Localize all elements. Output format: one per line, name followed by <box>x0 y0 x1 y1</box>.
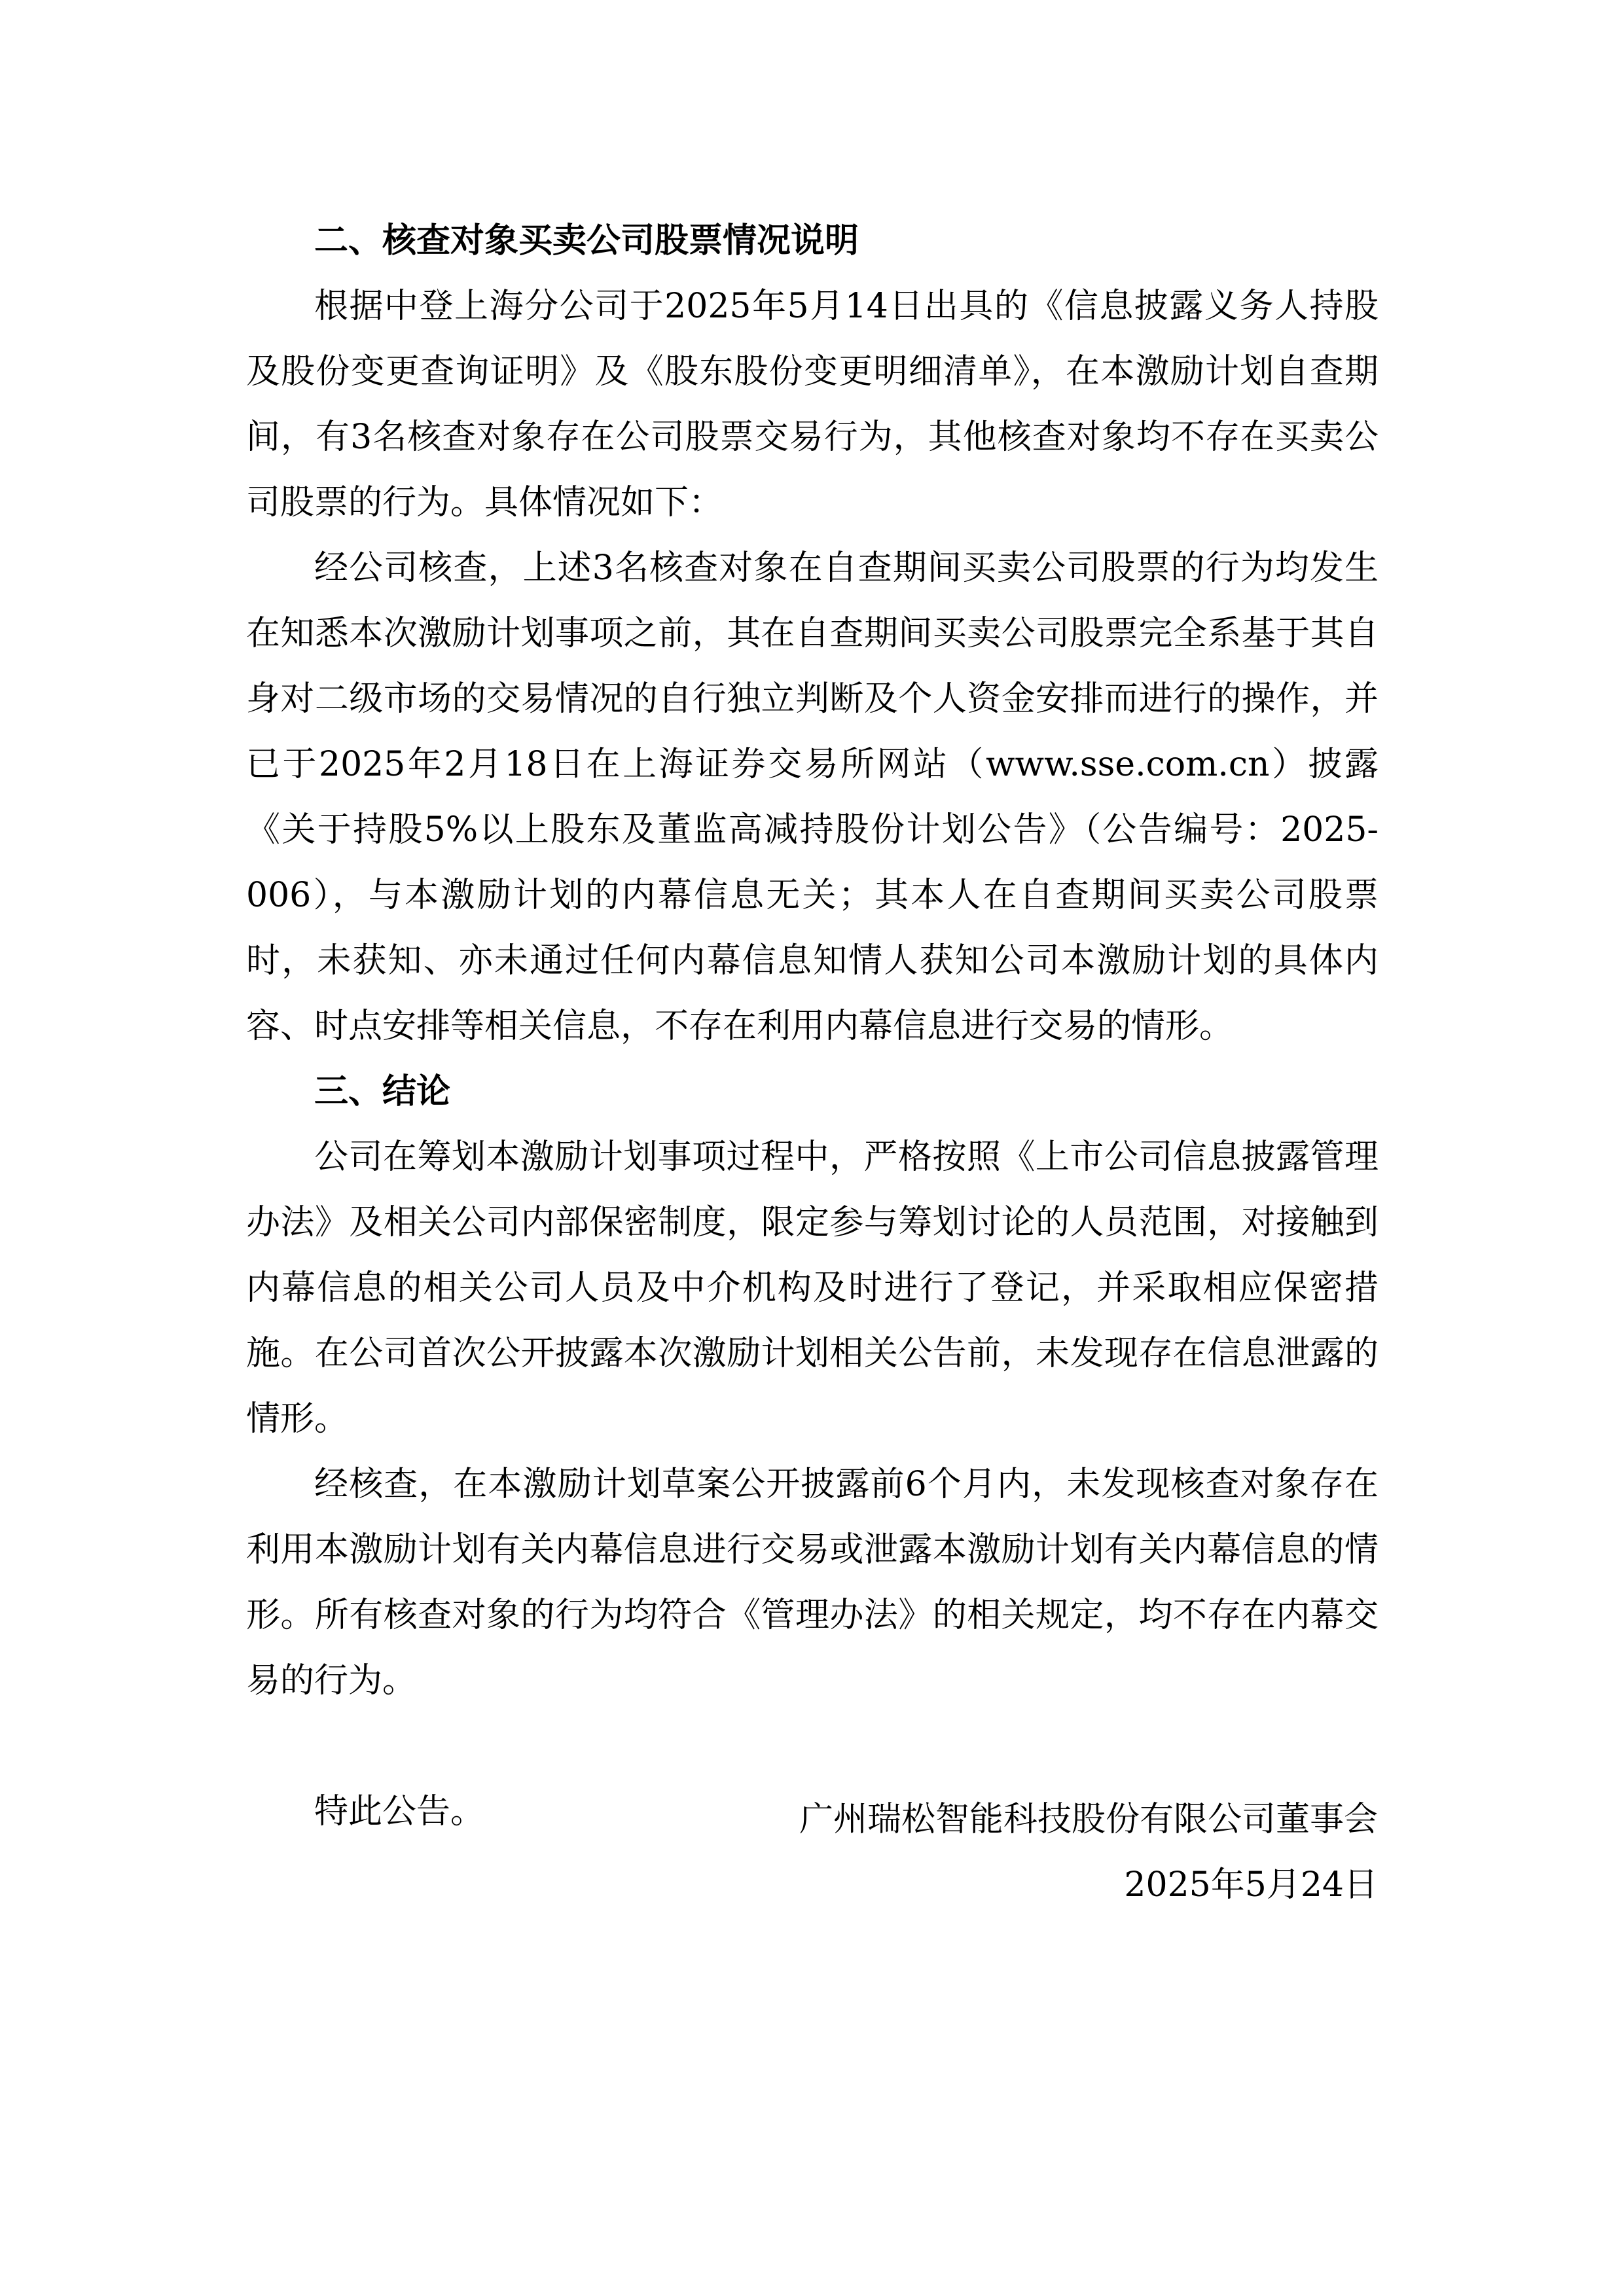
spacer <box>246 1713 1379 1779</box>
document-body <box>246 208 1379 1844</box>
paragraph-conclusion-result: 经核查，在本激励计划草案公开披露前6个月内，未发现核查对象存在利用本激励计划有关内幕信息进行交易或泄露本激励计划有关内幕信息的情形。所有核查对象的行为均符合《管理办法》的相关规定，均不存在内幕交易的行为。 <box>246 1465 1379 1700</box>
paragraph-verification-detail: 经公司核查，上述3名核查对象在自查期间买卖公司股票的行为均发生在知悉本次激励计划事项之前，其在自查期间买卖公司股票完全系基于其自身对二级市场的交易情况的自行独立判断及个人资金安排而进行的操作，并已于2025年2月18日在上海证券交易所网站（www.sse.com.cn）披露《关于持股5%以上股东及董监高减持股份计划公告》（公告编号：2025-006），与本激励计划的内幕信息无关；其本人在自查期间买卖公司股票时，未获知、亦未通过任何内幕信息知情人获知公司本激励计划的具体内容、时点安排等相关信息，不存在利用内幕信息进行交易的情形。 <box>246 548 1379 1046</box>
section-heading-conclusion: 三、结论 <box>314 1072 451 1111</box>
paragraph-conclusion-process: 公司在筹划本激励计划事项过程中，严格按照《上市公司信息披露管理办法》及相关公司内部保密制度，限定参与筹划讨论的人员范围，对接触到内幕信息的相关公司人员及中介机构及时进行了登记，并采取相应保密措施。在公司首次公开披露本次激励计划相关公告前，未发现存在信息泄露的情形。 <box>246 1138 1379 1439</box>
signature-date: 2025年5月24日 <box>1124 1865 1378 1905</box>
signature-block <box>799 1787 1378 1918</box>
paragraph-verification-basis: 根据中登上海分公司于2025年5月14日出具的《信息披露义务人持股及股份变更查询证明》及《股东股份变更明细清单》，在本激励计划自查期间，有3名核查对象存在公司股票交易行为，其他核查对象均不存在买卖公司股票的行为。具体情况如下： <box>246 287 1379 522</box>
closing-statement: 特此公告。 <box>314 1792 485 1831</box>
section-heading-verification: 二、核查对象买卖公司股票情况说明 <box>314 221 859 260</box>
signature-company: 广州瑞松智能科技股份有限公司董事会 <box>799 1800 1378 1839</box>
